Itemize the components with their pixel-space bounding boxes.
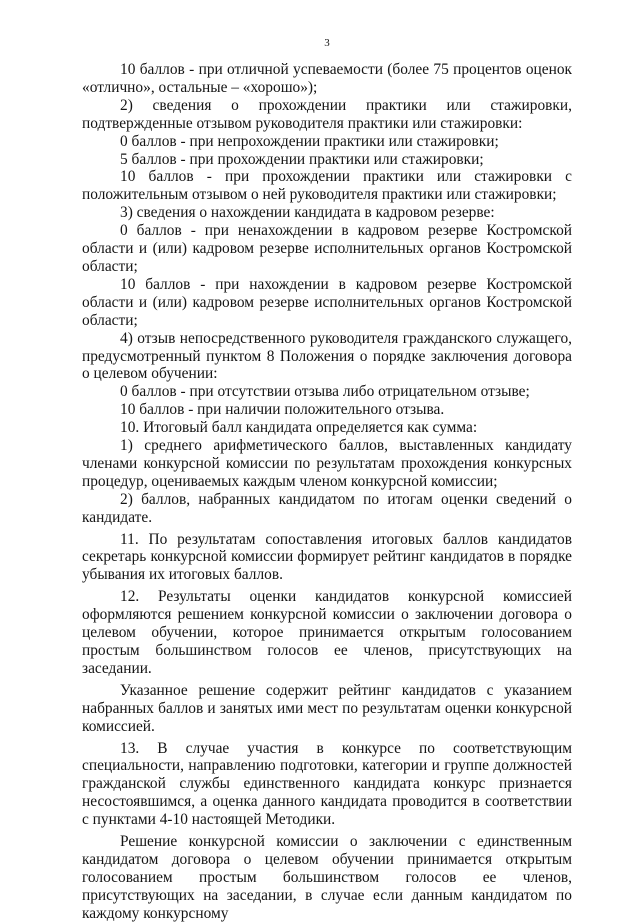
paragraph-item-12: 12. Результаты оценки кандидатов конкурсной комиссией оформляются решением конкурсной комиссии о заключении договора о целевом обучении, которое принимается открытым голосованием простым большинством голосов ее членов, присутствующих на заседании. (82, 588, 572, 677)
paragraph-internship-10: 10 баллов - при прохождении практики или стажировки с положительным отзывом о ней руководителя практики или стажировки; (82, 168, 572, 204)
paragraph-reserve-10: 10 баллов - при нахождении в кадровом резерве Костромской области и (или) кадровом резерве исполнительных органов Костромской области; (82, 275, 572, 329)
paragraph-review-0: 0 баллов - при отсутствии отзыва либо отрицательном отзыве; (120, 383, 530, 401)
paragraph-review-10: 10 баллов - при наличии положительного отзыва. (120, 401, 445, 419)
paragraph-item-11: 11. По результатам сопоставления итоговых баллов кандидатов секретарь конкурсной комиссии формирует рейтинг кандидатов в порядке убывания их итоговых баллов. (82, 530, 572, 584)
paragraph-item-10: 10. Итоговый балл кандидата определяется как сумма: (120, 419, 478, 437)
document-body (82, 61, 572, 923)
paragraph-item-10-1: 1) среднего арифметического баллов, выставленных кандидату членами конкурсной комиссии по результатам прохождения конкурсных процедур, оцениваемых каждым членом конкурсной комиссии; (82, 437, 572, 490)
paragraph-internship-info: 2) сведения о прохождении практики или стажировки, подтвержденные отзывом руководителя практики или стажировки: (82, 96, 572, 132)
paragraph-item-13: 13. В случае участия в конкурсе по соответствующим специальности, направлению подготовки, категории и группе должностей гражданской службы единственного кандидата конкурс признается несостоявшимся, а оценка данного кандидата проводится в соответствии с пунктами 4-10 настоящей Методики. (82, 739, 572, 829)
paragraph-reserve-info: 3) сведения о нахождении кандидата в кадровом резерве: (120, 204, 495, 222)
page-number: 3 (324, 37, 330, 49)
paragraph-item-10-2: 2) баллов, набранных кандидатом по итогам оценки сведений о кандидате. (82, 490, 572, 526)
paragraph-decision-rating: Указанное решение содержит рейтинг кандидатов с указанием набранных баллов и занятых ими мест по результатам оценки конкурсной комиссией. (82, 681, 572, 735)
paragraph-internship-0: 0 баллов - при непрохождении практики или стажировки; (120, 132, 499, 150)
paragraph-reserve-0: 0 баллов - при ненахождении в кадровом резерве Костромской области и (или) кадровом резерве исполнительных органов Костромской области; (82, 222, 572, 275)
paragraph-score-excellent-grades: 10 баллов - при отличной успеваемости (более 75 процентов оценок «отлично», остальные – «хорошо»); (82, 61, 572, 96)
paragraph-supervisor-review: 4) отзыв непосредственного руководителя гражданского служащего, предусмотренный пунктом 8 Положения о порядке заключения договора о целевом обучении: (82, 329, 572, 383)
paragraph-internship-5: 5 баллов - при прохождении практики или стажировки; (120, 150, 484, 168)
paragraph-single-candidate-decision: Решение конкурсной комиссии о заключении с единственным кандидатом договора о целевом обучении принимается открытым голосованием простым большинством голосов ее членов, присутствующих на заседании, в случае если данным кандидатом по каждому конкурсному (82, 833, 572, 922)
